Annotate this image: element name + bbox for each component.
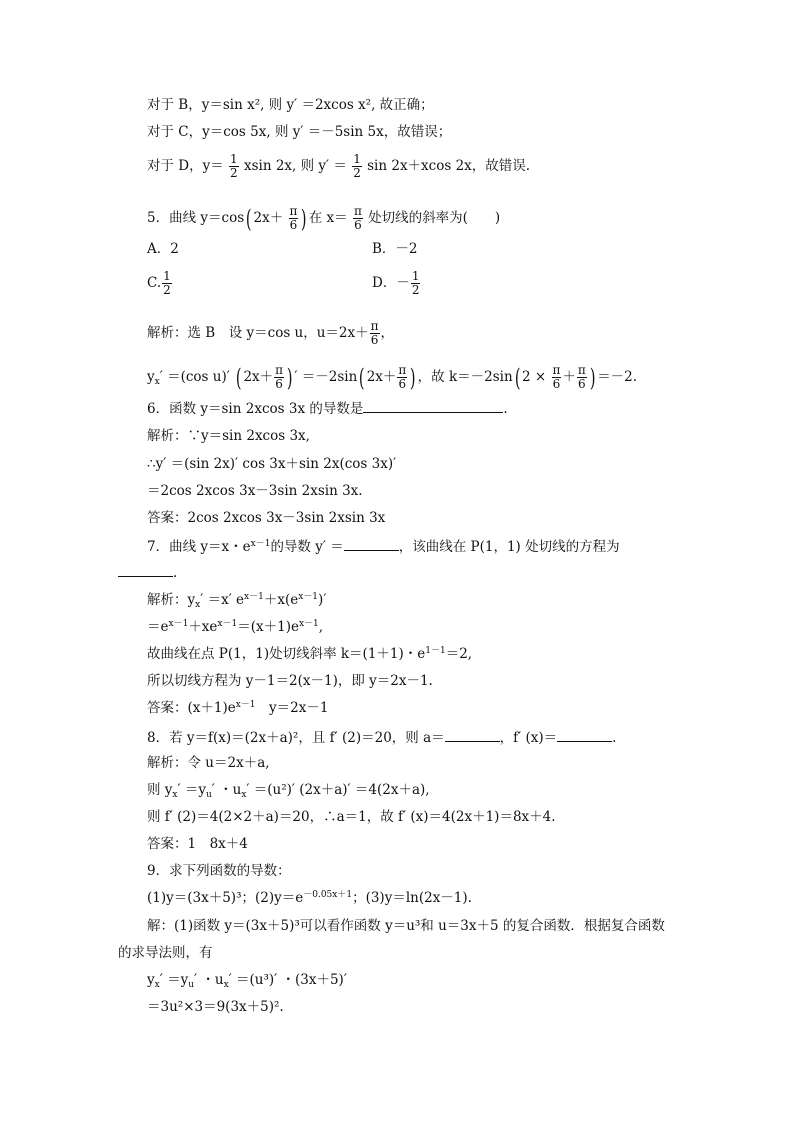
text: ＝e bbox=[147, 619, 169, 635]
math-glyph: x－1 bbox=[244, 592, 264, 602]
text: sin 2x＋xcos 2x，故错误. bbox=[367, 158, 531, 174]
line-c bbox=[147, 123, 451, 141]
math-glyph: u bbox=[188, 980, 194, 990]
text: C. bbox=[147, 275, 162, 291]
q7-solution-4 bbox=[147, 672, 433, 690]
question-9-items bbox=[147, 889, 472, 907]
text: ＝2, bbox=[445, 646, 473, 662]
q7-solution-1 bbox=[147, 591, 326, 609]
math-glyph: －0.05x＋1 bbox=[303, 890, 353, 900]
math-glyph: 1－1 bbox=[425, 646, 446, 656]
text: 解析：∵y＝sin 2xcos 3x, bbox=[147, 428, 310, 444]
answer-blank[interactable] bbox=[344, 536, 399, 551]
text: ′ ＝(u³)′ ・(3x＋5)′ bbox=[228, 972, 347, 988]
text: 则 f′ (2)＝4(2×2＋a)＝20，∴a＝1，故 f′ (x)＝4(2x＋1)＝8x＋4. bbox=[147, 809, 556, 825]
q9-solution-3 bbox=[147, 971, 347, 989]
math-glyph: ( bbox=[246, 204, 252, 233]
q6-solution-3 bbox=[147, 482, 363, 500]
q9-solution-2 bbox=[118, 944, 213, 962]
math-glyph: ) bbox=[301, 204, 307, 233]
q7-solution-2 bbox=[147, 618, 323, 636]
math-glyph: x－1 bbox=[217, 619, 238, 629]
text: 答案：2cos 2xcos 3x－3sin 2xsin 3x bbox=[147, 510, 386, 526]
math-glyph: 6 bbox=[578, 377, 586, 391]
option-a bbox=[147, 240, 179, 258]
q7-solution-3 bbox=[147, 645, 472, 663]
math-glyph: ) bbox=[410, 363, 416, 392]
q8-solution-3 bbox=[147, 808, 556, 826]
text: ，故 k＝－2sin bbox=[417, 369, 513, 385]
math-glyph: 1 bbox=[163, 269, 171, 283]
text: 答案：1 8x＋4 bbox=[147, 836, 248, 852]
math-glyph: 6 bbox=[398, 377, 407, 391]
fraction-pi-6 bbox=[552, 364, 562, 391]
math-glyph: x bbox=[154, 980, 160, 990]
answer-blank[interactable] bbox=[557, 727, 612, 742]
text: 所以切线方程为 y－1＝2(x－1)，即 y＝2x－1. bbox=[147, 673, 433, 689]
math-glyph: π bbox=[353, 204, 362, 218]
answer-blank[interactable] bbox=[363, 398, 503, 413]
text: ′ ＝(u²)′ (2x＋a)′ ＝4(2x＋a), bbox=[246, 782, 430, 798]
q6-solution-1 bbox=[147, 427, 310, 445]
option-b bbox=[372, 240, 418, 258]
fraction-pi-6 bbox=[289, 205, 299, 232]
q8-solution-1 bbox=[147, 754, 270, 772]
math-glyph: 2 bbox=[230, 166, 238, 180]
math-glyph: x－1 bbox=[298, 592, 319, 602]
text: 处切线的斜率为( ) bbox=[368, 210, 501, 226]
math-glyph: 6 bbox=[289, 218, 298, 232]
text: 在 x＝ bbox=[308, 210, 348, 226]
math-glyph: π bbox=[370, 319, 379, 333]
text: . bbox=[173, 565, 178, 581]
q9-solution-4 bbox=[147, 998, 284, 1016]
text: )′ bbox=[318, 592, 327, 608]
math-glyph: x bbox=[241, 790, 247, 800]
text: 2x＋ bbox=[253, 210, 284, 226]
math-glyph: x－1 bbox=[168, 619, 189, 629]
text: 故曲线在点 P(1，1)处切线斜率 k＝(1＋1)・e bbox=[147, 646, 426, 662]
text: 答案：(x＋1)e bbox=[147, 700, 236, 716]
text: y＝2x－1 bbox=[255, 700, 329, 716]
text: ＝2cos 2xcos 3x－3sin 2xsin 3x. bbox=[147, 483, 363, 499]
line-d bbox=[147, 153, 530, 180]
text: B．－2 bbox=[372, 241, 418, 257]
text: . bbox=[503, 401, 508, 417]
question-8 bbox=[147, 727, 616, 747]
text: ′ ＝y bbox=[177, 782, 206, 798]
question-7-cont bbox=[118, 562, 177, 582]
math-glyph: ( bbox=[235, 363, 242, 392]
text: 2 × bbox=[522, 369, 551, 385]
text: ＝3u²×3＝9(3x＋5)². bbox=[147, 999, 284, 1015]
answer-blank[interactable] bbox=[445, 727, 500, 742]
q6-solution-2 bbox=[147, 455, 396, 473]
text: y bbox=[147, 972, 155, 988]
q7-answer bbox=[147, 699, 328, 717]
text: 解析：y bbox=[147, 592, 196, 608]
math-glyph: 2 bbox=[163, 283, 171, 297]
math-glyph: ) bbox=[286, 363, 293, 392]
text: xsin 2x, 则 y′ ＝ bbox=[243, 158, 347, 174]
text: 的求导法则，有 bbox=[118, 945, 213, 961]
math-glyph: ( bbox=[359, 363, 365, 392]
text: ′ ＝－2sin bbox=[294, 369, 358, 385]
text: ′ ＝(cos u)′ bbox=[159, 369, 230, 385]
answer-blank[interactable] bbox=[118, 562, 173, 577]
q5-solution-1 bbox=[147, 320, 394, 347]
text: y＝sin x², 则 y′ ＝2xcos x², 故正确； bbox=[201, 97, 434, 113]
fraction-pi-6 bbox=[577, 364, 587, 391]
text: 解：(1)函数 y＝(3x＋5)³可以看作函数 y＝u³和 u＝3x＋5 的复合函数．根据复合函数 bbox=[147, 918, 665, 934]
text: ＋x(e bbox=[263, 592, 299, 608]
math-glyph: x bbox=[172, 790, 178, 800]
fraction-half bbox=[162, 270, 172, 297]
q8-answer bbox=[147, 835, 248, 853]
text: ＝(x＋1)e bbox=[237, 619, 299, 635]
text: (1)y＝(3x＋5)³；(2)y＝e bbox=[147, 890, 304, 906]
text: 6．函数 y＝sin 2xcos 3x 的导数是 bbox=[147, 401, 364, 417]
fraction-pi-6 bbox=[370, 320, 380, 347]
math-glyph: 6 bbox=[354, 218, 362, 232]
text: ∴y′ ＝(sin 2x)′ cos 3x＋sin 2x(cos 3x)′ bbox=[147, 456, 397, 472]
math-glyph: 2 bbox=[353, 166, 361, 180]
math-glyph: π bbox=[552, 363, 561, 377]
text: 对于 D，y＝ bbox=[147, 158, 224, 174]
text: D．－ bbox=[372, 275, 410, 291]
q9-solution-1 bbox=[147, 917, 665, 935]
math-glyph: u bbox=[205, 790, 212, 800]
text: ′ ＝x′ e bbox=[200, 592, 245, 608]
math-glyph: 6 bbox=[275, 377, 283, 391]
text: 解析：令 u＝2x＋a, bbox=[147, 755, 270, 771]
q8-solution-2 bbox=[147, 781, 430, 799]
math-glyph: x bbox=[223, 980, 229, 990]
math-glyph: ) bbox=[589, 363, 596, 392]
fraction-half bbox=[411, 270, 421, 297]
q6-answer bbox=[147, 509, 385, 527]
question-7 bbox=[147, 536, 620, 556]
text: 解析：选 B 设 y＝cos u，u＝2x＋ bbox=[147, 325, 369, 341]
math-glyph: x bbox=[195, 600, 201, 610]
text: y bbox=[147, 369, 155, 385]
text: 2x＋ bbox=[366, 369, 397, 385]
text: 7．曲线 y＝x・e bbox=[147, 539, 251, 555]
text: 2x＋ bbox=[243, 369, 274, 385]
text: . bbox=[612, 730, 617, 746]
text: 对于 B， bbox=[147, 97, 202, 113]
option-d bbox=[372, 270, 421, 297]
text: ′ ＝y bbox=[159, 972, 189, 988]
question-5 bbox=[147, 205, 500, 232]
text: ，该曲线在 P(1，1) 处切线的方程为 bbox=[398, 539, 620, 555]
q5-solution-2 bbox=[147, 364, 637, 391]
math-glyph: 6 bbox=[552, 377, 561, 391]
text: 的导数 y′ ＝ bbox=[270, 539, 344, 555]
math-glyph: π bbox=[275, 363, 284, 377]
text: ′ ・u bbox=[194, 972, 224, 988]
math-glyph: 1 bbox=[230, 152, 238, 166]
math-glyph: x bbox=[154, 377, 160, 387]
text: A．2 bbox=[147, 241, 179, 257]
fraction-pi-6 bbox=[397, 364, 407, 391]
text: ， bbox=[380, 325, 395, 341]
fraction-pi-6 bbox=[274, 364, 284, 391]
text: , bbox=[318, 619, 324, 635]
math-glyph: 1 bbox=[411, 269, 420, 283]
text: 5．曲线 y＝cos bbox=[147, 210, 245, 226]
fraction-half bbox=[229, 153, 239, 180]
math-glyph: x－1 bbox=[235, 700, 256, 710]
text: ＝－2. bbox=[597, 369, 638, 385]
text: 8．若 y＝f(x)＝(2x＋a)²，且 f′ (2)＝20，则 a＝ bbox=[147, 730, 445, 746]
math-glyph: x－1 bbox=[250, 539, 271, 549]
text: ＋ bbox=[562, 369, 576, 385]
text: ′ ・u bbox=[211, 782, 242, 798]
fraction-half bbox=[352, 153, 362, 180]
text: 则 y bbox=[147, 782, 173, 798]
text: ＋xe bbox=[188, 619, 218, 635]
math-glyph: π bbox=[289, 204, 298, 218]
text: 对于 C，y＝cos 5x, 则 y′ ＝－5sin 5x，故错误； bbox=[147, 124, 452, 140]
math-glyph: π bbox=[398, 363, 407, 377]
math-glyph: ( bbox=[514, 363, 521, 392]
line-b bbox=[147, 96, 434, 114]
fraction-pi-6 bbox=[353, 205, 363, 232]
math-glyph: π bbox=[577, 363, 586, 377]
question-6 bbox=[147, 398, 508, 418]
option-c bbox=[147, 270, 173, 297]
text: ，f′ (x)＝ bbox=[499, 730, 558, 746]
math-glyph: 1 bbox=[353, 152, 361, 166]
math-glyph: 2 bbox=[411, 283, 420, 297]
math-glyph: 6 bbox=[370, 333, 379, 347]
question-9 bbox=[147, 862, 291, 880]
math-glyph: x－1 bbox=[298, 619, 319, 629]
text: 9．求下列函数的导数： bbox=[147, 863, 291, 879]
text: ；(3)y＝ln(2x－1). bbox=[352, 890, 472, 906]
